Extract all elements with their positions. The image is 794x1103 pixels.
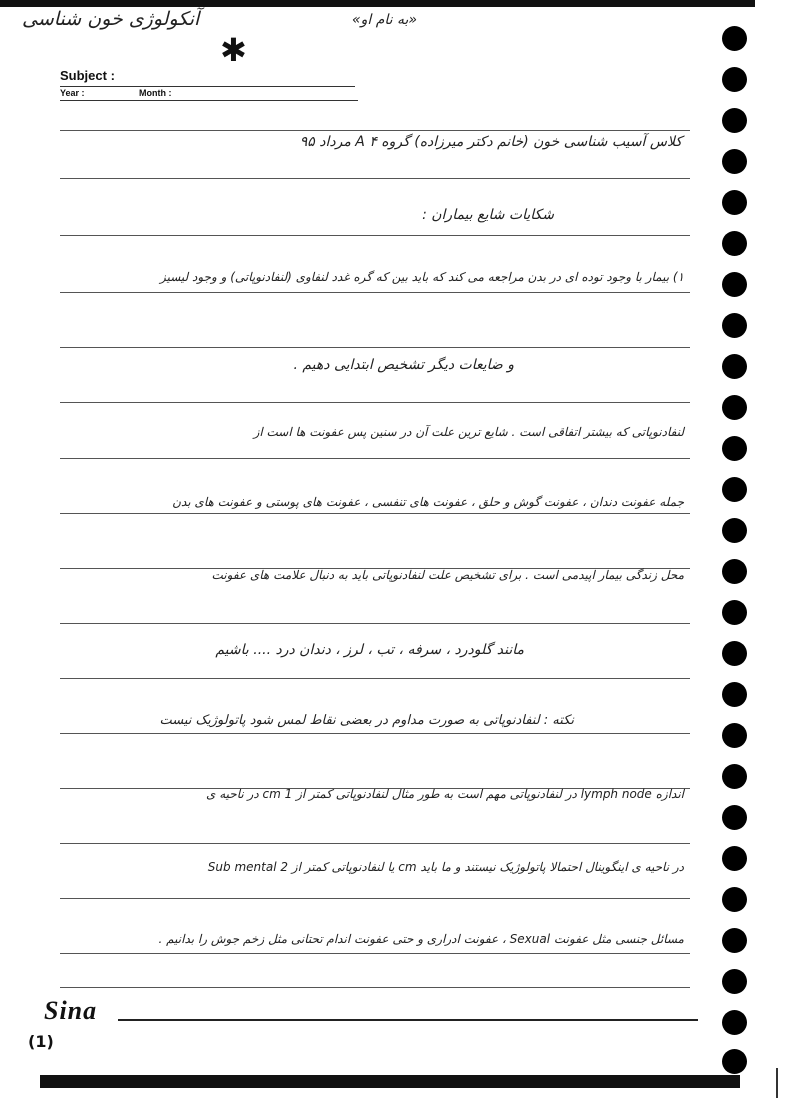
binder-hole: [722, 231, 747, 256]
subject-label: Subject :: [60, 68, 115, 83]
note-line: لنفادنوپاتی که بیشتر اتفاقی است . شایع ترین علت آن در سنین پس عفونت ها است از: [253, 425, 684, 439]
binder-hole: [722, 805, 747, 830]
binder-hole: [722, 600, 747, 625]
basmala: «به نام او»: [352, 12, 418, 28]
note-line: مسائل جنسی مثل عفونت Sexual ، عفونت ادراری و حتی عفونت اندام تحتانی مثل زخم جوش را بدانیم .: [158, 932, 684, 946]
ruled-line: [60, 130, 690, 131]
year-month-row: [60, 88, 360, 98]
note-line: محل زندگی بیمار اپیدمی است . برای تشخیص علت لنفادنوپاتی باید به دنبال علامت های عفونت: [211, 568, 684, 582]
bottom-border: [40, 1075, 740, 1088]
note-line: جمله عفونت دندان ، عفونت گوش و حلق ، عفونت های تنفسی ، عفونت های پوستی و عفونت های بدن: [172, 495, 684, 509]
signature-line: [118, 1019, 698, 1021]
star-mark: ✱: [220, 31, 247, 69]
binder-hole: [722, 559, 747, 584]
ruled-line: [60, 953, 690, 954]
note-line: و ضایعات دیگر تشخیص ابتدایی دهیم .: [293, 357, 514, 373]
binder-hole: [722, 108, 747, 133]
binder-hole: [722, 149, 747, 174]
binder-hole: [722, 272, 747, 297]
binder-hole: [722, 313, 747, 338]
binder-hole: [722, 641, 747, 666]
note-line: اندازه lymph node در لنفادنوپاتی مهم است به طور مثال لنفادنوپاتی کمتر از 1 cm در ناحیه ی: [206, 787, 684, 801]
binder-hole: [722, 887, 747, 912]
ruled-line: [60, 513, 690, 514]
binder-hole: [722, 928, 747, 953]
ruled-line: [60, 843, 690, 844]
ruled-line: [60, 235, 690, 236]
course-title: آنکولوژی خون شناسی: [22, 8, 200, 30]
binder-hole: [722, 764, 747, 789]
binder-hole: [722, 1049, 747, 1074]
page-number: (1): [28, 1032, 54, 1051]
edge-mark: [776, 1068, 778, 1098]
binder-hole: [722, 67, 747, 92]
ruled-line: [60, 347, 690, 348]
binder-hole: [722, 436, 747, 461]
month-label: Month :: [139, 88, 172, 98]
binder-hole: [722, 682, 747, 707]
ruled-line: [60, 678, 690, 679]
ruled-line: [60, 733, 690, 734]
year-month-underline: [60, 100, 358, 101]
note-line: نکته : لنفادنوپاتی به صورت مداوم در بعضی نقاط لمس شود پاتولوژیک نیست: [159, 713, 574, 728]
binder-hole: [722, 969, 747, 994]
ruled-line: [60, 292, 690, 293]
ruled-line: [60, 987, 690, 988]
ruled-line: [60, 458, 690, 459]
binder-hole: [722, 477, 747, 502]
note-line: مانند گلودرد ، سرفه ، تب ، لرز ، دندان درد .... باشیم: [215, 642, 524, 658]
brand-signature: Sina: [44, 996, 98, 1025]
subject-underline: [60, 86, 355, 87]
binder-hole: [722, 723, 747, 748]
ruled-line: [60, 178, 690, 179]
binder-hole: [722, 190, 747, 215]
ruled-line: [60, 402, 690, 403]
note-line: Sub mental یا لنفادنوپاتی کمتر از 2 cm در ناحیه ی اینگوینال احتمالا پاتولوژیک نیستند و ما باید: [207, 860, 684, 874]
ruled-line: [60, 898, 690, 899]
top-border: [0, 0, 755, 7]
note-line: شکایات شایع بیماران :: [422, 207, 554, 223]
note-line: کلاس آسیب شناسی خون (خانم دکتر میرزاده) گروه A ۴ مرداد ۹۵: [299, 134, 682, 150]
note-line: ۱) بیمار با وجود توده ای در بدن مراجعه می کند که باید بین که گره غدد لنفاوی (لنفادنوپاتی) و وجود لیسیز: [159, 270, 684, 284]
year-label: Year :: [60, 88, 85, 98]
binder-hole: [722, 1010, 747, 1035]
binder-hole: [722, 354, 747, 379]
binder-hole: [722, 395, 747, 420]
ruled-line: [60, 623, 690, 624]
binder-hole: [722, 518, 747, 543]
binder-hole: [722, 26, 747, 51]
binder-hole: [722, 846, 747, 871]
